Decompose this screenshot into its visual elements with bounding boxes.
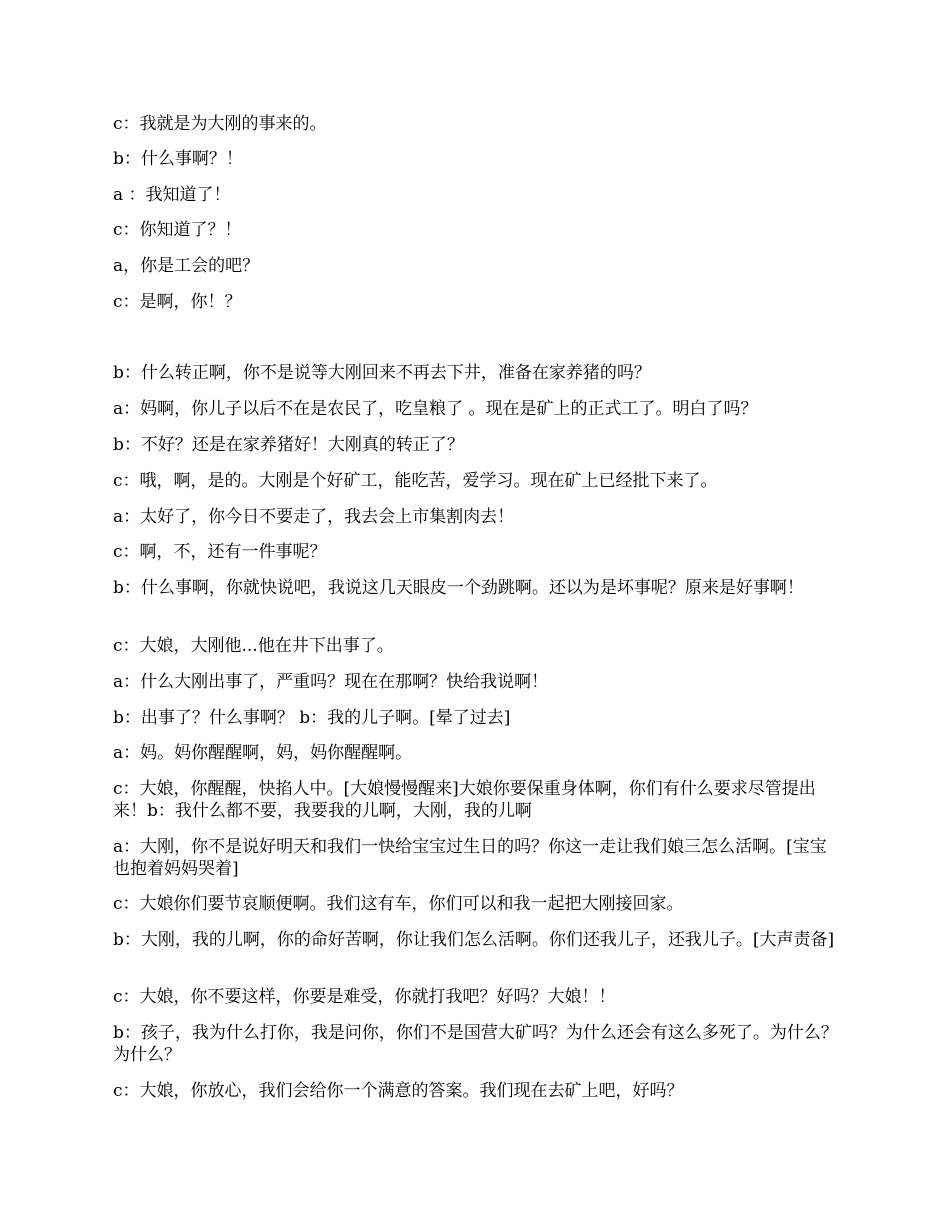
dialogue-line: c：大娘，你不要这样，你要是难受，你就打我吧？好吗？大娘！！ xyxy=(113,987,616,1007)
dialogue-line: b：什么事啊？！ xyxy=(113,149,243,169)
dialogue-line: c：我就是为大刚的事来的。 xyxy=(113,114,327,134)
dialogue-line: a：妈。妈你醒醒啊，妈，妈你醒醒啊。 xyxy=(113,743,413,763)
dialogue-line: a：大刚，你不是说好明天和我们一快给宝宝过生日的吗？你这一走让我们娘三怎么活啊。[宝宝也抱着妈妈哭着] xyxy=(113,837,827,879)
dialogue-line: c：哦，啊，是的。大刚是个好矿工，能吃苦，爱学习。现在矿上已经批下来了。 xyxy=(113,471,718,491)
dialogue-line: c：是啊，你！？ xyxy=(113,292,242,312)
dialogue-line: c：大娘你们要节哀顺便啊。我们这有车，你们可以和我一起把大刚接回家。 xyxy=(113,894,684,914)
dialogue-line: b：孩子，我为什么打你，我是问你，你们不是国营大矿吗？为什么还会有这么多死了。为什么？为什么？ xyxy=(113,1023,838,1065)
dialogue-line: c：大娘，你放心，我们会给你一个满意的答案。我们现在去矿上吧，好吗？ xyxy=(113,1081,684,1101)
dialogue-line: a：什么大刚出事了，严重吗？现在在那啊？快给我说啊！ xyxy=(113,672,549,692)
dialogue-line: b：什么事啊，你就快说吧，我说这几天眼皮一个劲跳啊。还以为是坏事呢？原来是好事啊！ xyxy=(113,578,804,598)
dialogue-line: a ：我知道了！ xyxy=(113,185,231,205)
dialogue-line: c：大娘，大刚他...他在井下出事了。 xyxy=(113,636,394,656)
dialogue-line: a：妈啊，你儿子以后不在是农民了，吃皇粮了 。现在是矿上的正式工了。明白了吗？ xyxy=(113,399,758,419)
dialogue-line: c：你知道了？！ xyxy=(113,220,242,240)
dialogue-line: a，你是工会的吧？ xyxy=(113,256,260,276)
dialogue-line: b：不好？还是在家养猪好！大刚真的转正了？ xyxy=(113,435,464,455)
dialogue-line: c：啊，不，还有一件事呢？ xyxy=(113,542,327,562)
dialogue-line: b：大刚，我的儿啊，你的命好苦啊，你让我们怎么活啊。你们还我儿子，还我儿子。[大声责备] xyxy=(113,930,835,950)
dialogue-line: b：什么转正啊，你不是说等大刚回来不再去下井，准备在家养猪的吗？ xyxy=(113,363,651,383)
dialogue-line: c：大娘，你醒醒，快掐人中。[大娘慢慢醒来]大娘你要保重身体啊，你们有什么要求尽管提出来！b：我什么都不要，我要我的儿啊，大刚，我的儿啊 xyxy=(113,779,816,821)
dialogue-line: b：出事了？什么事啊？ b：我的儿子啊。[晕了过去] xyxy=(113,708,511,728)
dialogue-line: a：太好了，你今日不要走了，我去会上市集割肉去！ xyxy=(113,507,515,527)
